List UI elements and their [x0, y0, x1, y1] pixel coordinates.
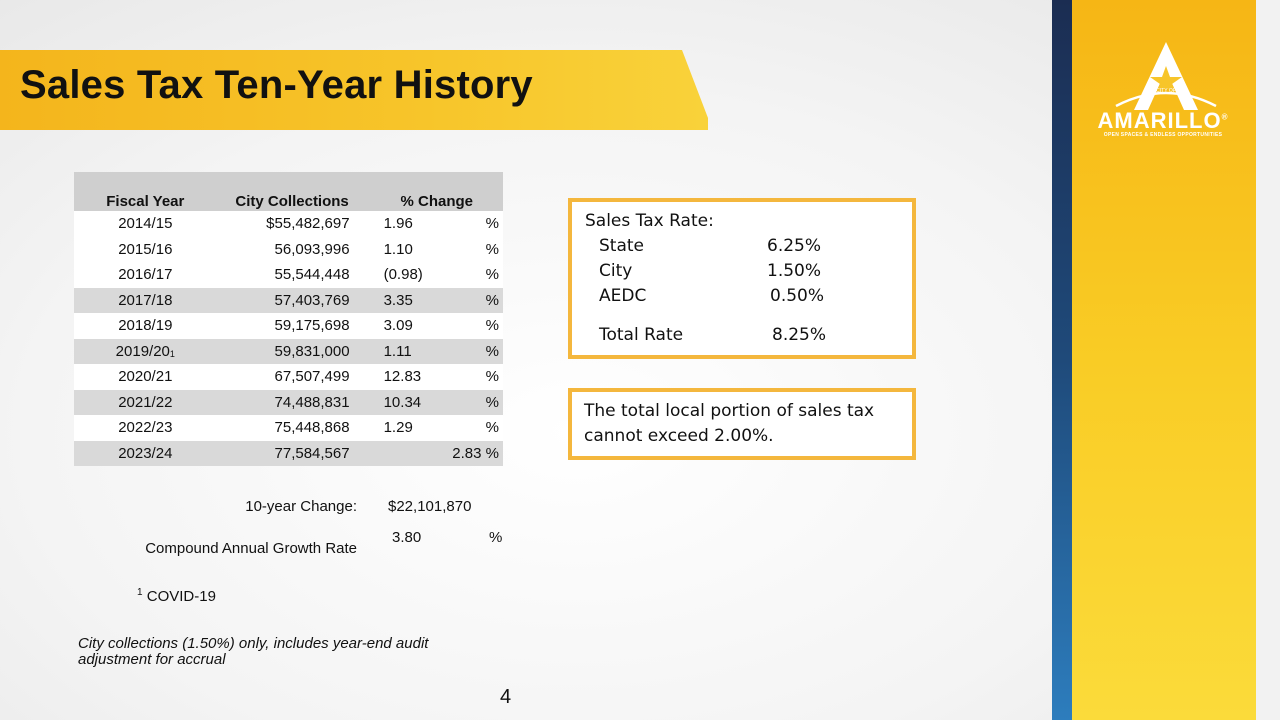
cell-collections: 77,584,567 — [217, 441, 354, 467]
table-row — [74, 211, 503, 237]
cell-collections: 75,448,868 — [217, 415, 354, 441]
cell-year: 2022/23 — [74, 415, 217, 441]
cell-unit: % — [427, 390, 503, 416]
cell-year: 2020/21 — [74, 364, 217, 390]
cell-year: 2018/19 — [74, 313, 217, 339]
footnote-mark: 1 — [169, 348, 175, 359]
rate-value: 8.25% — [772, 325, 827, 345]
table-header-row — [74, 172, 503, 211]
cell-unit: % — [427, 262, 503, 288]
rate-value: 6.25% — [767, 236, 822, 256]
footnote-text: COVID-19 — [146, 588, 216, 605]
header-percent-change: % Change — [354, 172, 503, 211]
cagr-value: 3.80 — [392, 529, 422, 546]
cell-change: 3.35 — [354, 288, 427, 314]
cell-collections: 67,507,499 — [217, 364, 354, 390]
ten-year-change-label: 10-year Change: — [245, 498, 357, 515]
cell-collections: 55,544,448 — [217, 262, 354, 288]
cell-collections: 57,403,769 — [217, 288, 354, 314]
table-row — [74, 390, 503, 416]
local-portion-note-box: The total local portion of sales tax cannot exceed 2.00%. — [568, 388, 916, 460]
cell-unit: % — [427, 364, 503, 390]
cell-unit: % — [427, 211, 503, 237]
logo-wordmark: AMARILLO® — [1097, 108, 1229, 133]
cell-collections: $55,482,697 — [217, 211, 354, 237]
cell-change: (0.98) — [354, 262, 427, 288]
cell-year: 2014/15 — [74, 211, 217, 237]
rate-value: 0.50% — [770, 286, 825, 306]
cell-change: 1.29 — [354, 415, 427, 441]
table-row — [74, 262, 503, 288]
cell-year: 2021/22 — [74, 390, 217, 416]
ten-year-change-value: $22,101,870 — [388, 498, 472, 515]
cagr-unit: % — [489, 529, 503, 546]
cell-year: 2017/18 — [74, 288, 217, 314]
table-row — [74, 313, 503, 339]
table-row — [74, 364, 503, 390]
sidebar-rim — [1256, 0, 1280, 720]
page-number: 4 — [500, 686, 512, 708]
sales-tax-rate-box — [568, 198, 916, 359]
cell-change — [354, 441, 427, 467]
cell-change: 12.83 — [354, 364, 427, 390]
footnote-mark: 1 — [137, 587, 143, 598]
cell-year: 2023/24 — [74, 441, 217, 467]
page-title: Sales Tax Ten-Year History — [20, 63, 533, 107]
cell-year: 2016/17 — [74, 262, 217, 288]
cell-change: 10.34 — [354, 390, 427, 416]
cell-unit: % — [427, 339, 503, 365]
table-row — [74, 339, 503, 365]
cell-unit: % — [427, 288, 503, 314]
rate-label: City — [599, 261, 633, 281]
cell-change: 3.09 — [354, 313, 427, 339]
cell-year: $2019/20_1$ — [74, 339, 217, 365]
logo-tagline: OPEN SPACES & ENDLESS OPPORTUNITIES — [1103, 132, 1223, 138]
cagr-label: Compound Annual Growth Rate — [145, 540, 357, 557]
table-row — [74, 441, 503, 467]
cell-unit: 2.83 % — [427, 441, 503, 467]
sidebar-navy-stripe — [1052, 0, 1072, 720]
cell-collections: 74,488,831 — [217, 390, 354, 416]
table-row — [74, 237, 503, 263]
cell-collections: 56,093,996 — [217, 237, 354, 263]
cell-unit: % — [427, 237, 503, 263]
cell-unit: % — [427, 313, 503, 339]
logo-small-label: CITY OF — [1156, 88, 1176, 94]
header-fiscal-year: Fiscal Year — [74, 172, 217, 211]
cell-year: 2015/16 — [74, 237, 217, 263]
table-row — [74, 415, 503, 441]
header-city-collections: City Collections — [217, 172, 354, 211]
rate-label: State — [599, 236, 644, 256]
cell-collections: 59,831,000 — [217, 339, 354, 365]
rate-heading: Sales Tax Rate: — [585, 211, 714, 231]
footnote — [137, 587, 216, 605]
rate-label: AEDC — [599, 286, 647, 306]
sales-tax-table — [74, 172, 503, 466]
table-row — [74, 288, 503, 314]
cell-collections: 59,175,698 — [217, 313, 354, 339]
rate-label: Total Rate — [599, 325, 684, 345]
cell-change: 1.96 — [354, 211, 427, 237]
cell-change: 1.11 — [354, 339, 427, 365]
collections-note: City collections (1.50%) only, includes year-end audit adjustment for accrual — [78, 635, 429, 668]
cell-change: 1.10 — [354, 237, 427, 263]
rate-value: 1.50% — [767, 261, 822, 281]
cell-unit: % — [427, 415, 503, 441]
